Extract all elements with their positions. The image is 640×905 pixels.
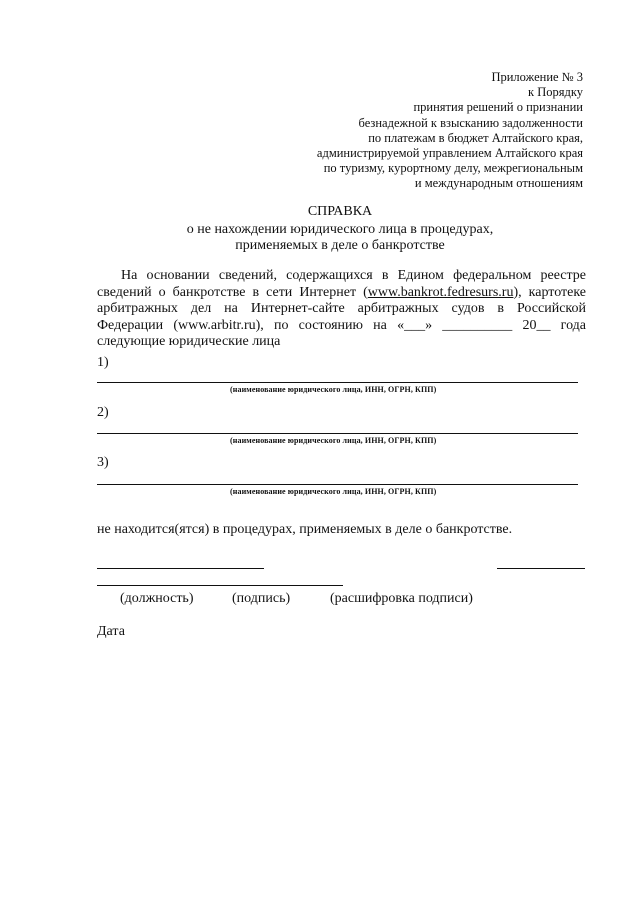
appendix-line: и международным отношениям bbox=[414, 176, 583, 191]
entity-name-line-2[interactable] bbox=[97, 433, 578, 434]
entity-name-line-1[interactable] bbox=[97, 382, 578, 383]
entity-caption-2: (наименование юридического лица, ИНН, ОГРН, КПП) bbox=[230, 436, 437, 445]
entity-number-3: 3) bbox=[97, 455, 109, 470]
date-label: Дата bbox=[97, 624, 125, 639]
document-subtitle-line-2: применяемых в деле о банкротстве bbox=[235, 238, 445, 253]
appendix-line: по платежам в бюджет Алтайского края, bbox=[368, 130, 583, 145]
main-paragraph bbox=[97, 268, 586, 351]
entity-number-2: 2) bbox=[97, 405, 109, 420]
document-subtitle-line-1: о не нахождении юридического лица в процедурах, bbox=[186, 222, 494, 237]
appendix-line: администрируемой управлением Алтайского края bbox=[316, 146, 583, 161]
appendix-line: принятия решений о признании bbox=[413, 100, 583, 115]
signature-label: (подпись) bbox=[232, 591, 291, 606]
bankrot-link[interactable]: www.bankrot.fedresurs.ru bbox=[367, 284, 514, 300]
paragraph-part-1: На основании сведений, содержащихся в Едином федеральном реестре сведений о банкротстве в сети Интернет ( bbox=[97, 268, 586, 300]
decoding-line[interactable] bbox=[497, 568, 585, 569]
appendix-line: к Порядку bbox=[528, 85, 583, 100]
entity-caption-1: (наименование юридического лица, ИНН, ОГРН, КПП) bbox=[230, 385, 437, 394]
position-label: (должность) bbox=[120, 591, 194, 606]
decoding-label: (расшифровка подписи) bbox=[330, 591, 473, 606]
conclusion-text: не находится(ятся) в процедурах, применяемых в деле о банкротстве. bbox=[97, 522, 513, 537]
paragraph-part-2: ), картотеке арбитражных дел на Интернет-сайте арбитражных судов в Российской Федерации (www.arbitr.ru), по состоянию на «___» __________ 20__ года следующие юридические лица bbox=[97, 284, 587, 349]
position-line[interactable] bbox=[97, 568, 264, 569]
entity-number-1: 1) bbox=[97, 355, 109, 370]
signature-line[interactable] bbox=[97, 585, 343, 586]
appendix-line: Приложение № 3 bbox=[491, 70, 583, 84]
appendix-header bbox=[243, 70, 583, 192]
appendix-line: безнадежной к взысканию задолженности bbox=[358, 115, 583, 130]
appendix-line: по туризму, курортному делу, межрегиональным bbox=[323, 161, 583, 176]
entity-caption-3: (наименование юридического лица, ИНН, ОГРН, КПП) bbox=[230, 487, 437, 496]
entity-name-line-3[interactable] bbox=[97, 484, 578, 485]
document-title: СПРАВКА bbox=[307, 204, 373, 219]
